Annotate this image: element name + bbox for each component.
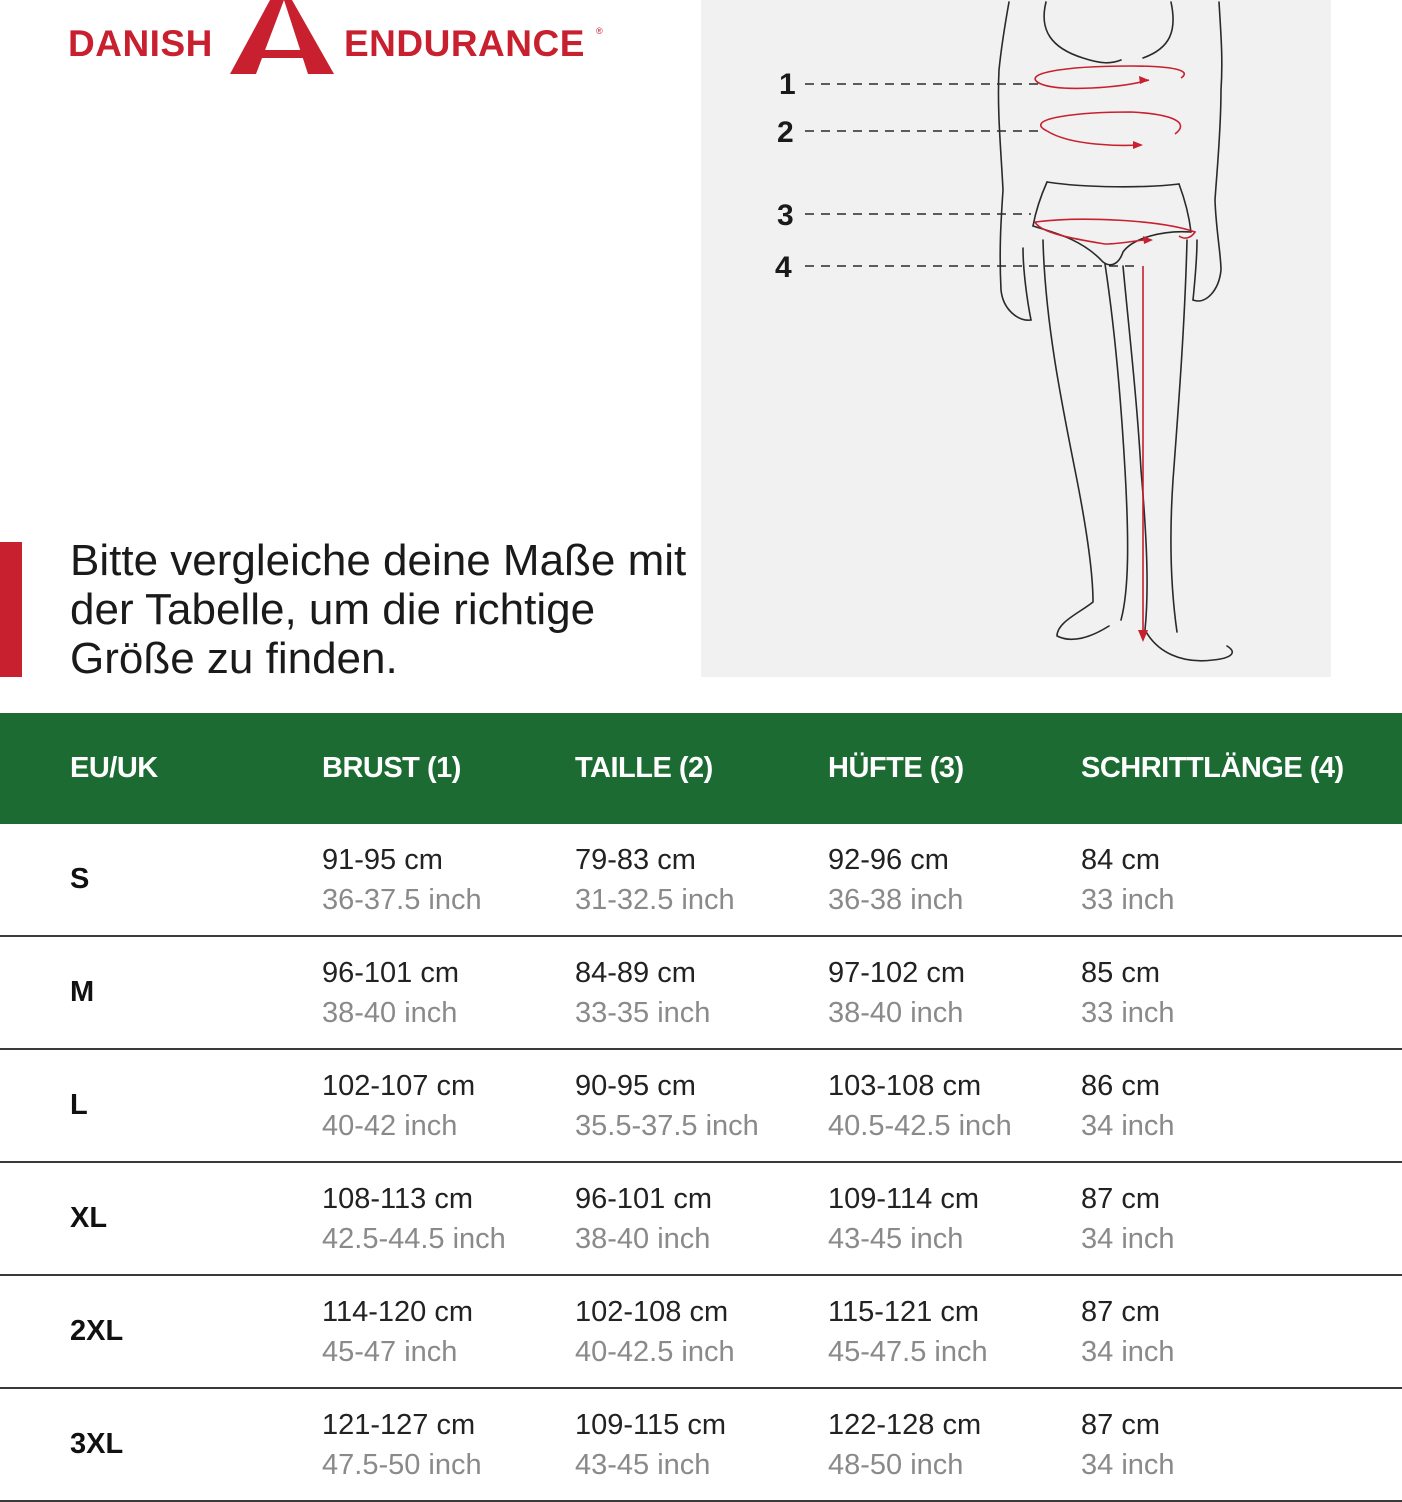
cm-value: 87 cm bbox=[1081, 1295, 1160, 1328]
schritt-cell bbox=[1081, 1162, 1402, 1275]
inch-value: 40-42 inch bbox=[322, 1109, 458, 1142]
inch-value: 42.5-44.5 inch bbox=[322, 1222, 506, 1255]
body-outline-icon bbox=[701, 0, 1331, 677]
measurement-figure bbox=[701, 0, 1331, 677]
huefte-cell bbox=[828, 1049, 1081, 1162]
inch-value: 43-45 inch bbox=[575, 1448, 711, 1481]
measure-number-2: 2 bbox=[777, 116, 794, 149]
size-cell bbox=[0, 1049, 322, 1162]
taille-cell bbox=[575, 1388, 828, 1501]
cm-value: 84-89 cm bbox=[575, 956, 696, 989]
brand-name-left: DANISH bbox=[68, 23, 213, 64]
inch-value: 40.5-42.5 inch bbox=[828, 1109, 1012, 1142]
inch-value: 36-37.5 inch bbox=[322, 883, 482, 916]
inch-value: 33 inch bbox=[1081, 996, 1175, 1029]
inch-value: 40-42.5 inch bbox=[575, 1335, 735, 1368]
cm-value: 86 cm bbox=[1081, 1069, 1160, 1102]
taille-cell bbox=[575, 1049, 828, 1162]
measure-number-4: 4 bbox=[775, 251, 792, 284]
inch-value: 34 inch bbox=[1081, 1335, 1175, 1368]
taille-cell bbox=[575, 824, 828, 936]
size-cell bbox=[0, 936, 322, 1049]
cm-value: 97-102 cm bbox=[828, 956, 966, 989]
size-label: L bbox=[70, 1089, 88, 1121]
schritt-cell bbox=[1081, 936, 1402, 1049]
cm-value: 109-114 cm bbox=[828, 1182, 979, 1215]
intro-text: Bitte vergleiche deine Maße mit der Tabelle, um die richtige Größe zu finden. bbox=[70, 536, 687, 683]
brust-cell bbox=[322, 936, 575, 1049]
inch-value: 47.5-50 inch bbox=[322, 1448, 482, 1481]
table-row bbox=[0, 1162, 1402, 1275]
cm-value: 103-108 cm bbox=[828, 1069, 982, 1102]
schritt-cell bbox=[1081, 1388, 1402, 1501]
table-row bbox=[0, 1049, 1402, 1162]
cm-value: 108-113 cm bbox=[322, 1182, 473, 1215]
header-huefte: HÜFTE (3) bbox=[828, 713, 1081, 824]
cm-value: 79-83 cm bbox=[575, 843, 696, 876]
header-taille: TAILLE (2) bbox=[575, 713, 828, 824]
size-cell bbox=[0, 1162, 322, 1275]
cm-value: 87 cm bbox=[1081, 1408, 1160, 1441]
header-schrittlaenge: SCHRITTLÄNGE (4) bbox=[1081, 713, 1402, 824]
cm-value: 92-96 cm bbox=[828, 843, 949, 876]
table-row bbox=[0, 1275, 1402, 1388]
inch-value: 48-50 inch bbox=[828, 1448, 964, 1481]
brand-name-right: ENDURANCE bbox=[344, 23, 585, 64]
size-cell bbox=[0, 824, 322, 936]
brust-cell bbox=[322, 1275, 575, 1388]
cm-value: 96-101 cm bbox=[575, 1182, 713, 1215]
cm-value: 87 cm bbox=[1081, 1182, 1160, 1215]
cm-value: 90-95 cm bbox=[575, 1069, 696, 1102]
cm-value: 84 cm bbox=[1081, 843, 1160, 876]
inch-value: 34 inch bbox=[1081, 1222, 1175, 1255]
inch-value: 31-32.5 inch bbox=[575, 883, 735, 916]
cm-value: 102-107 cm bbox=[322, 1069, 476, 1102]
inch-value: 45-47.5 inch bbox=[828, 1335, 988, 1368]
table-row bbox=[0, 1388, 1402, 1501]
table-row bbox=[0, 936, 1402, 1049]
inch-value: 45-47 inch bbox=[322, 1335, 458, 1368]
cm-value: 91-95 cm bbox=[322, 843, 443, 876]
mountain-logo-icon bbox=[228, 0, 336, 74]
huefte-cell bbox=[828, 1388, 1081, 1501]
huefte-cell bbox=[828, 1275, 1081, 1388]
brust-cell bbox=[322, 1162, 575, 1275]
table-header-row bbox=[0, 713, 1402, 824]
cm-value: 109-115 cm bbox=[575, 1408, 726, 1441]
header-brust: BRUST (1) bbox=[322, 713, 575, 824]
measure-number-3: 3 bbox=[777, 199, 794, 232]
size-label: M bbox=[70, 976, 95, 1008]
schritt-cell bbox=[1081, 1275, 1402, 1388]
huefte-cell bbox=[828, 1162, 1081, 1275]
brust-cell bbox=[322, 824, 575, 936]
huefte-cell bbox=[828, 936, 1081, 1049]
size-label: 2XL bbox=[70, 1315, 124, 1347]
inch-value: 38-40 inch bbox=[322, 996, 458, 1029]
inch-value: 36-38 inch bbox=[828, 883, 964, 916]
measure-number-1: 1 bbox=[779, 68, 796, 101]
inch-value: 38-40 inch bbox=[575, 1222, 711, 1255]
inch-value: 35.5-37.5 inch bbox=[575, 1109, 759, 1142]
accent-bar bbox=[0, 542, 22, 677]
cm-value: 96-101 cm bbox=[322, 956, 460, 989]
size-label: S bbox=[70, 863, 90, 895]
cm-value: 122-128 cm bbox=[828, 1408, 982, 1441]
cm-value: 114-120 cm bbox=[322, 1295, 473, 1328]
cm-value: 85 cm bbox=[1081, 956, 1160, 989]
cm-value: 115-121 cm bbox=[828, 1295, 979, 1328]
inch-value: 34 inch bbox=[1081, 1109, 1175, 1142]
size-cell bbox=[0, 1388, 322, 1501]
taille-cell bbox=[575, 1162, 828, 1275]
inch-value: 38-40 inch bbox=[828, 996, 964, 1029]
taille-cell bbox=[575, 1275, 828, 1388]
brand-logo bbox=[68, 0, 628, 76]
inch-value: 43-45 inch bbox=[828, 1222, 964, 1255]
schritt-cell bbox=[1081, 1049, 1402, 1162]
cm-value: 121-127 cm bbox=[322, 1408, 476, 1441]
taille-cell bbox=[575, 936, 828, 1049]
size-cell bbox=[0, 1275, 322, 1388]
size-chart-table bbox=[0, 713, 1402, 1502]
inch-value: 34 inch bbox=[1081, 1448, 1175, 1481]
brust-cell bbox=[322, 1049, 575, 1162]
registered-mark: ® bbox=[596, 26, 603, 36]
table-row bbox=[0, 824, 1402, 936]
inch-value: 33 inch bbox=[1081, 883, 1175, 916]
size-label: XL bbox=[70, 1202, 108, 1234]
size-label: 3XL bbox=[70, 1428, 124, 1460]
cm-value: 102-108 cm bbox=[575, 1295, 729, 1328]
schritt-cell bbox=[1081, 824, 1402, 936]
huefte-cell bbox=[828, 824, 1081, 936]
header-size: EU/UK bbox=[0, 713, 322, 824]
brust-cell bbox=[322, 1388, 575, 1501]
inch-value: 33-35 inch bbox=[575, 996, 711, 1029]
